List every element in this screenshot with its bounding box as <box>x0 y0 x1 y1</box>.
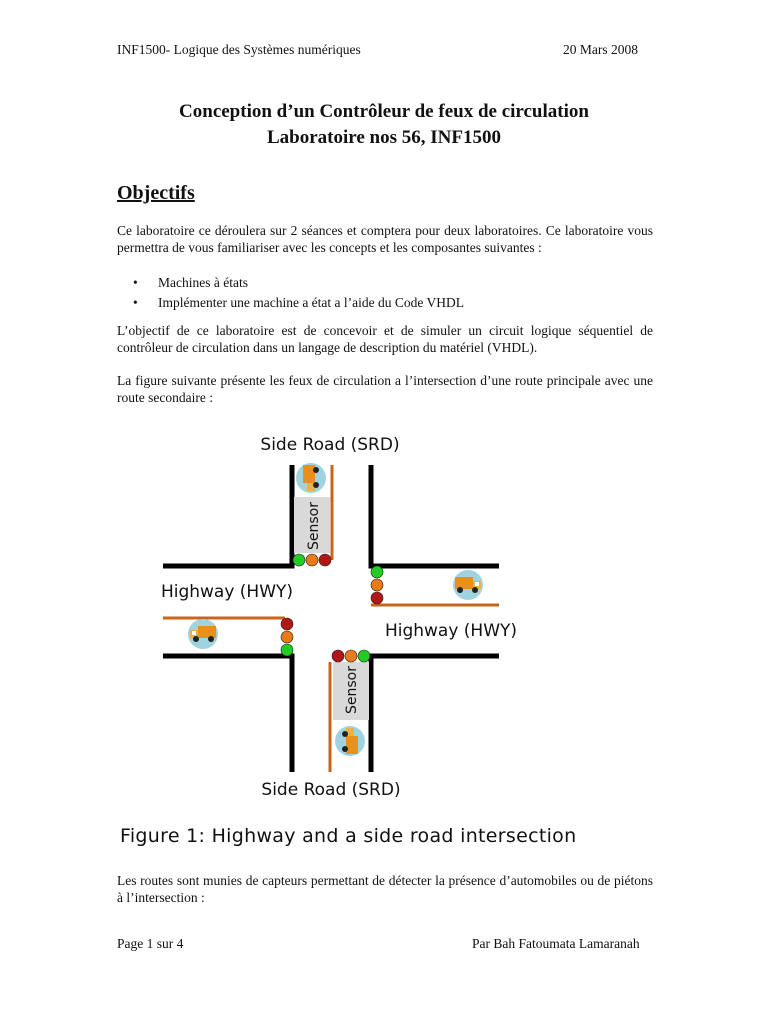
car-icon <box>335 726 365 756</box>
bullet-icon: • <box>133 275 138 290</box>
car-icon <box>188 619 218 649</box>
label-highway-left: Highway (HWY) <box>160 582 294 602</box>
after-figure-paragraph: Les routes sont munies de capteurs permettant de détecter la présence d’automobiles ou de piétons à l’intersection : <box>117 873 653 905</box>
car-icon <box>453 570 483 600</box>
list-item-text: Machines à états <box>158 275 248 290</box>
label-side-road-bottom: Side Road (SRD) <box>261 780 401 800</box>
footer-author: Par Bah Fatoumata Lamaranah <box>472 936 640 951</box>
objective-paragraph: L’objectif de ce laboratoire est de concevoir et de simuler un circuit logique séquentiel de contrôleur de circulation dans un langage de description du matériel (VHDL). <box>117 323 653 355</box>
intro-paragraph: Ce laboratoire ce déroulera sur 2 séances et comptera pour deux laboratoires. Ce laboratoire vous permettra de vous familiariser avec les concepts et les composantes suivantes : <box>117 223 653 255</box>
footer-page-number: Page 1 sur 4 <box>117 936 184 951</box>
section-heading: Objectifs <box>117 182 195 204</box>
header-course: INF1500- Logique des Systèmes numériques <box>117 42 361 57</box>
traffic-light-bottom <box>332 650 370 662</box>
sensor-label-top: Sensor <box>306 502 322 550</box>
document-title: Conception d’un Contrôleur de feux de circulation <box>179 101 589 122</box>
figure-caption: Figure 1: Highway and a side road intersection <box>120 825 577 847</box>
traffic-light-right <box>371 566 383 604</box>
label-side-road-top: Side Road (SRD) <box>260 435 400 455</box>
lane-lines <box>160 465 499 772</box>
bullet-icon: • <box>133 295 138 310</box>
label-highway-right: Highway (HWY) <box>384 621 518 641</box>
car-icon <box>296 463 326 493</box>
sensor-label-bottom: Sensor <box>344 666 360 714</box>
document-subtitle: Laboratoire nos 56, INF1500 <box>267 127 501 148</box>
list-item-text: Implémenter une machine a état a l’aide du Code VHDL <box>158 295 465 310</box>
traffic-light-top <box>293 554 331 566</box>
traffic-light-left <box>281 618 293 656</box>
figure-intro-paragraph: La figure suivante présente les feux de circulation a l’intersection d’une route principale avec une route secondaire : <box>117 373 653 405</box>
header-date: 20 Mars 2008 <box>563 42 638 57</box>
